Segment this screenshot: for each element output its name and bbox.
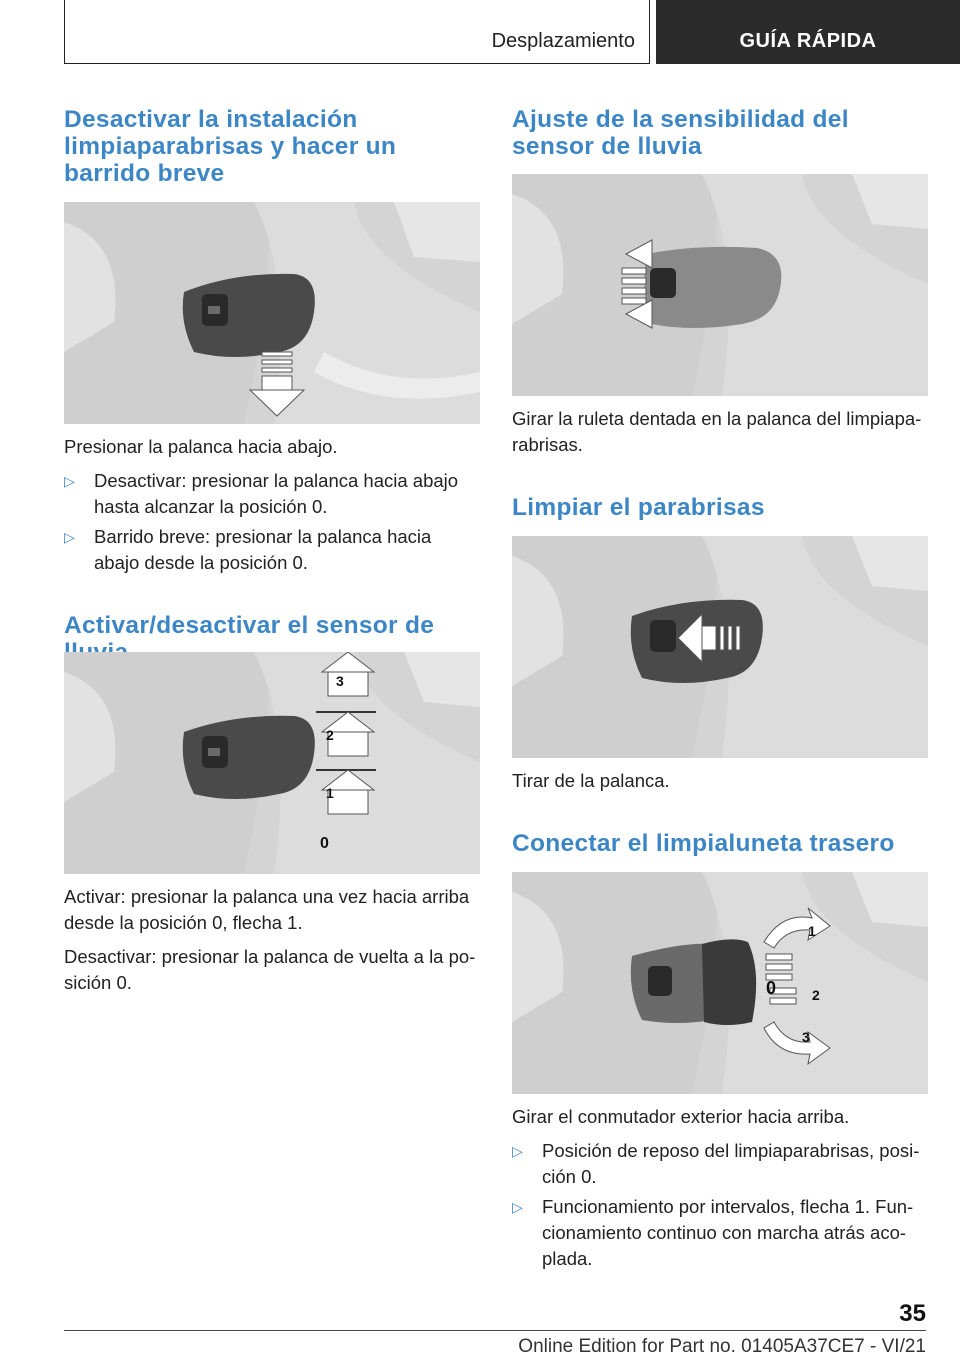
- triangle-bullet-icon: ▷: [512, 1143, 523, 1159]
- footer-divider: [64, 1330, 926, 1331]
- heading-sensor-sensitivity: Ajuste de la sensibilidad del sensor de lluvia: [512, 106, 849, 160]
- position-label: 2: [326, 727, 334, 743]
- position-label: 3: [802, 1029, 810, 1045]
- position-label: 3: [336, 673, 344, 689]
- text-turn-thumbwheel: Girar la ruleta dentada en la palanca del limpiapa‐rabrisas.: [512, 408, 922, 455]
- text-activate-sensor: Activar: presionar la palanca una vez hacia arriba desde la posición 0, flecha 1.: [64, 886, 470, 933]
- text-turn-outer-switch: Girar el conmutador exterior hacia arriba.: [512, 1106, 850, 1127]
- heading-rain-sensor: Activar/desactivar el sensor de: [64, 612, 435, 639]
- figure-lever-down: [64, 202, 480, 424]
- position-label: 0: [766, 978, 777, 998]
- triangle-bullet-icon: ▷: [512, 1199, 523, 1215]
- figure-thumbwheel: [512, 174, 928, 396]
- triangle-bullet-icon: ▷: [64, 529, 75, 545]
- figure-lever-up-positions: [64, 652, 480, 874]
- footer-edition: Online Edition for Part no. 01405A37CE7 - VI/21: [518, 1336, 926, 1357]
- header-guide-box: [656, 0, 960, 64]
- heading-rear-wiper: Conectar el limpialuneta trasero: [512, 830, 895, 857]
- position-label: 0: [320, 835, 329, 852]
- heading-clean-windshield: Limpiar el parabrisas: [512, 494, 765, 521]
- header-section-box: [64, 0, 650, 64]
- figure-pull-lever: [512, 536, 928, 758]
- position-label: 1: [326, 785, 334, 801]
- page-number: 35: [899, 1300, 926, 1327]
- position-label: 1: [808, 923, 816, 939]
- position-label: 2: [812, 987, 820, 1003]
- text-deactivate-sensor: Desactivar: presionar la palanca de vuelta a la po‐sición 0.: [64, 946, 476, 993]
- text-press-lever-down: Presionar la palanca hacia abajo.: [64, 436, 338, 457]
- header-guide-title: GUÍA RÁPIDA: [739, 30, 877, 52]
- heading-deactivate-wipers: Desactivar la instalación limpiaparabrisas y hacer un barrido breve: [64, 106, 397, 187]
- triangle-bullet-icon: ▷: [64, 473, 75, 489]
- text-pull-lever: Tirar de la palanca.: [512, 770, 670, 791]
- header-section-title: Desplazamiento: [491, 30, 635, 52]
- figure-rear-wiper-switch: [512, 872, 928, 1094]
